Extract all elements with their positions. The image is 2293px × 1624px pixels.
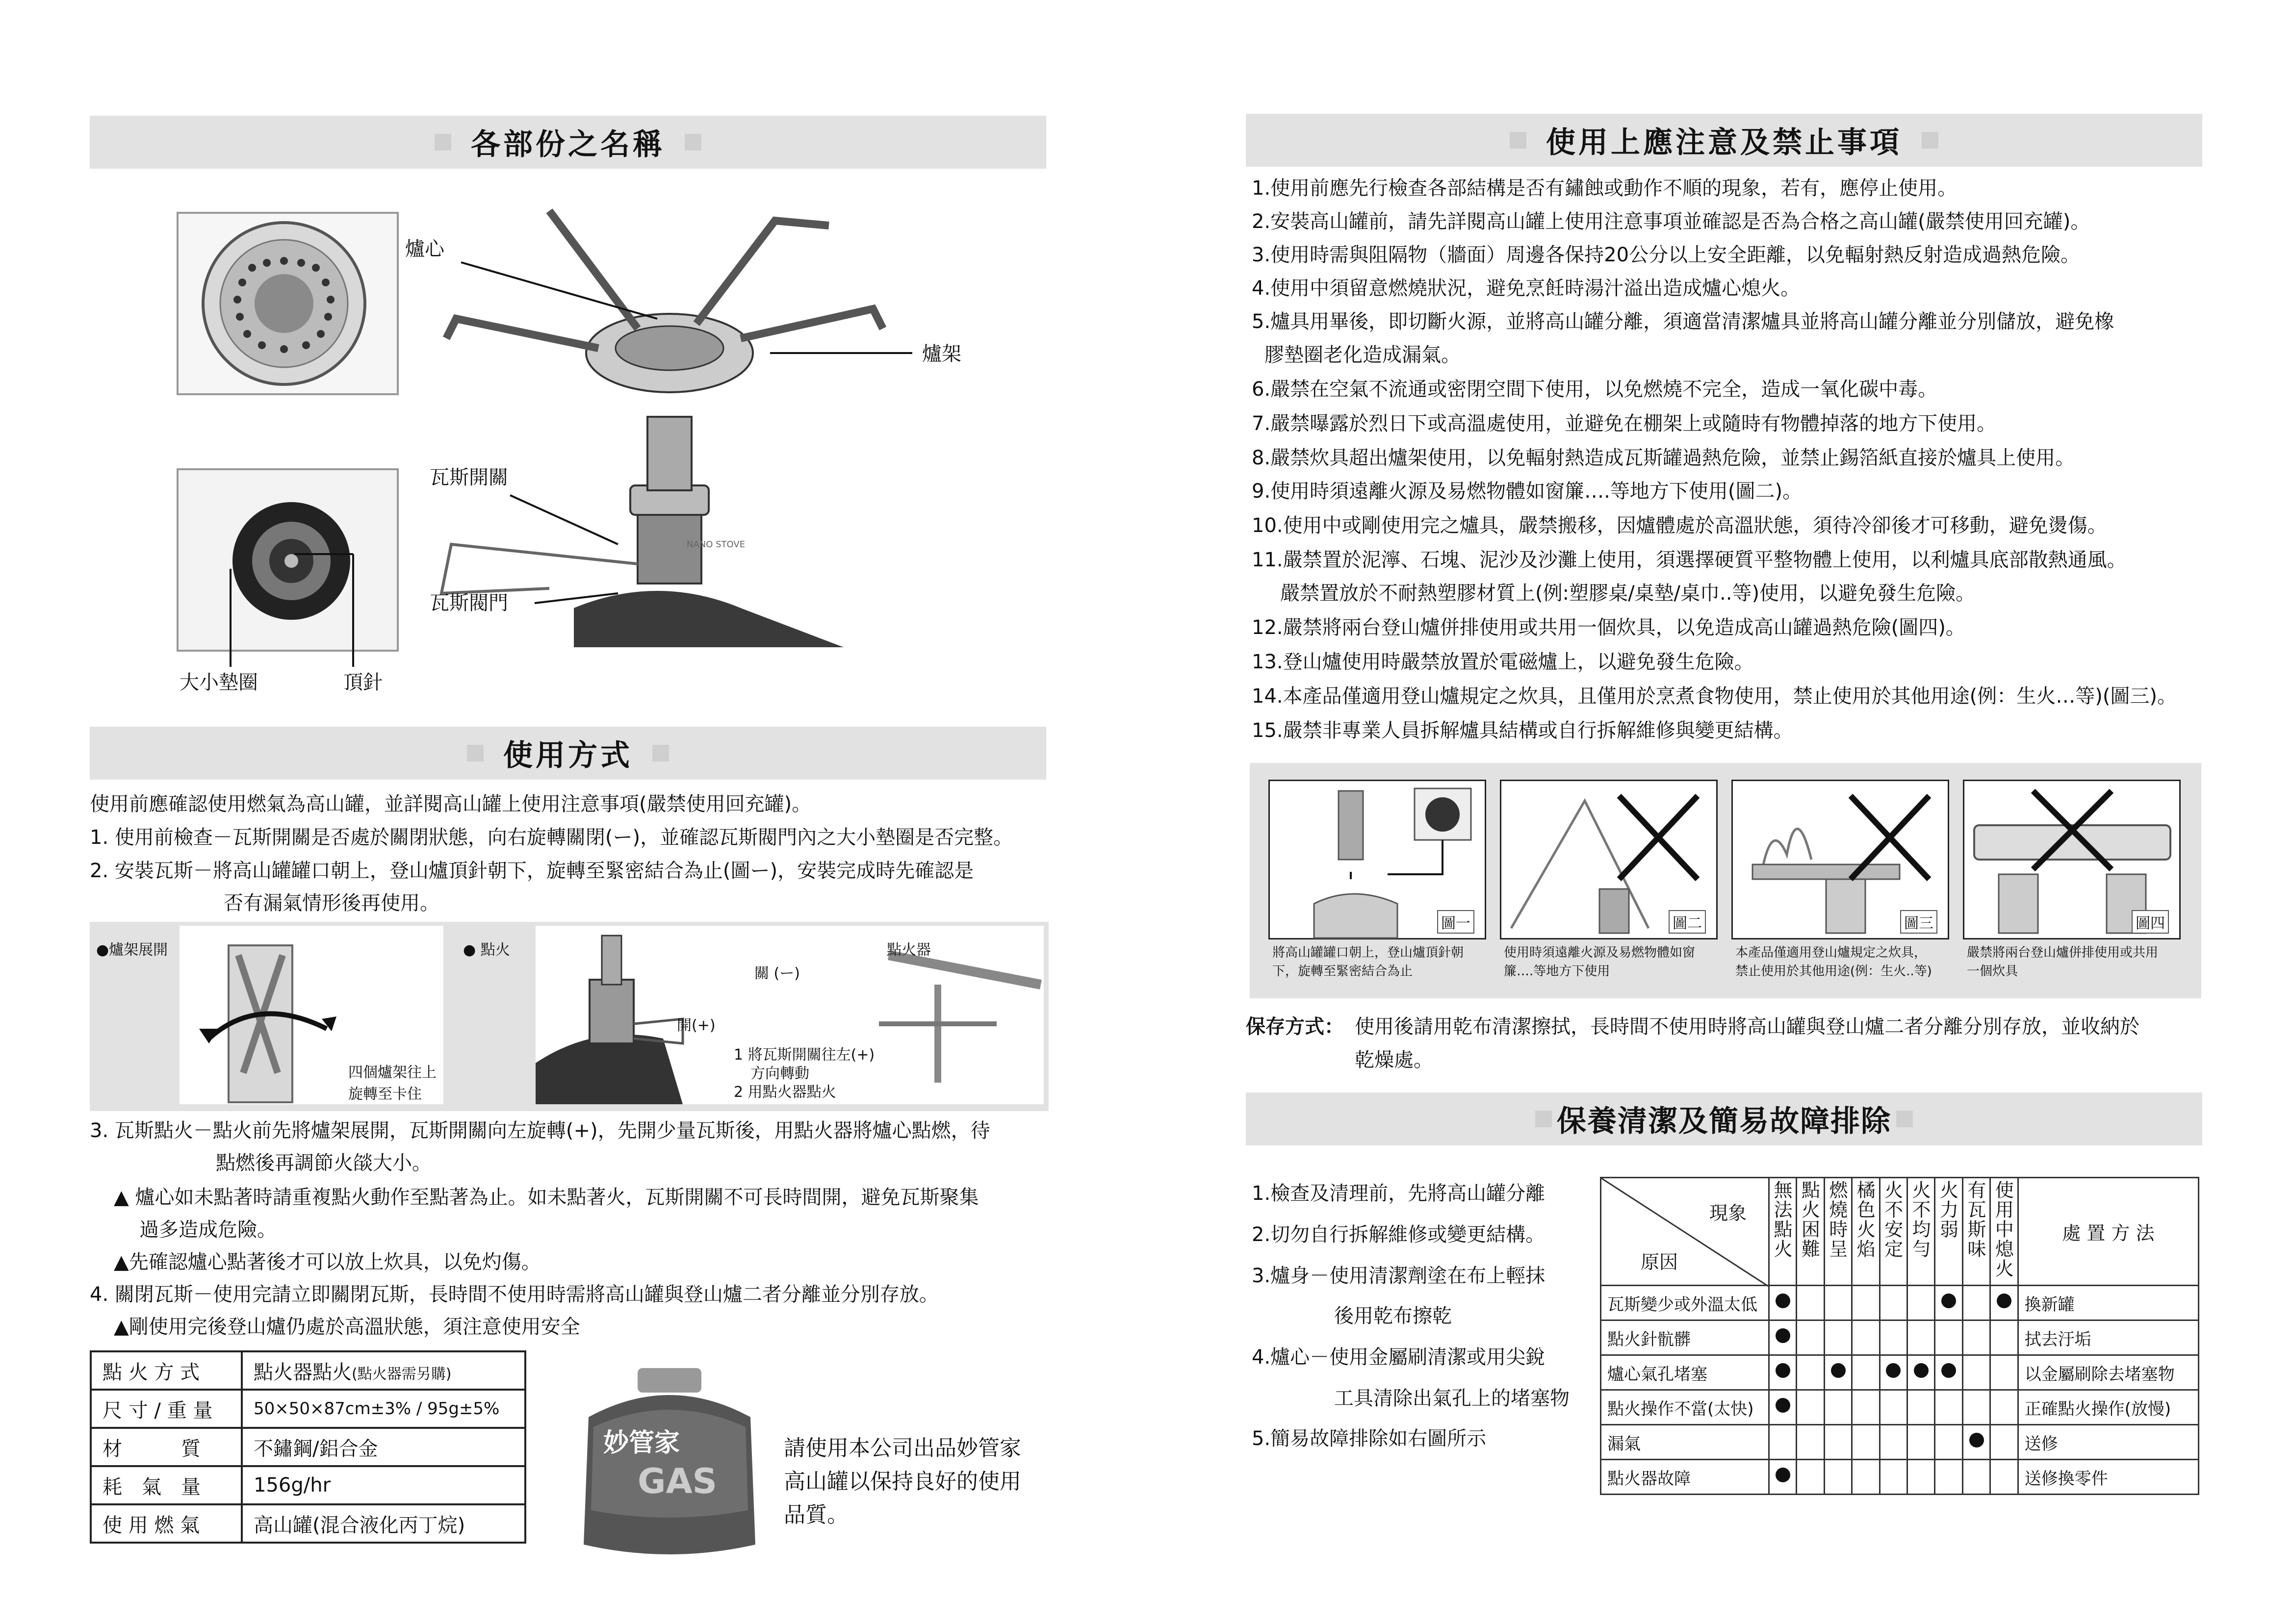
caution-line: 嚴禁置放於不耐熱塑膠材質上(例:塑膠桌/桌墊/桌巾..等)使用，以避免發生危險。 — [1280, 582, 1976, 605]
mark-cell — [1990, 1425, 2018, 1460]
spec-row — [91, 1351, 525, 1390]
ignite-line: 過多造成危險。 — [139, 1218, 277, 1241]
action-cell: 正確點火操作(放慢) — [2018, 1390, 2198, 1425]
mark-cell — [1935, 1355, 1962, 1390]
spec-label: 使 用 燃 氣 — [91, 1504, 242, 1543]
mark-cell — [1907, 1425, 1935, 1460]
maint-line: 5.簡易故障排除如右圖所示 — [1252, 1427, 1487, 1450]
storage-line: 使用後請用乾布清潔擦拭，長時間不使用時將高山罐與登山爐二者分離分別存放，並收納於 — [1355, 1015, 2139, 1038]
spec-value: 點火器點火(點火器需另購) — [242, 1351, 525, 1390]
mark-cell — [1769, 1320, 1797, 1355]
open-label: 開(+) — [677, 1017, 716, 1034]
mark-cell — [1852, 1425, 1880, 1460]
step1-caption-2: 旋轉至卡住 — [348, 1086, 422, 1103]
cause-cell: 漏氣 — [1601, 1425, 1769, 1460]
mark-cell — [1907, 1320, 1935, 1355]
spec-value: 156g/hr — [242, 1466, 525, 1504]
trouble-row — [1601, 1286, 2199, 1320]
mark-cell — [1935, 1286, 1962, 1320]
spec-label: 耗 氣 量 — [91, 1466, 242, 1504]
mark-cell — [1962, 1390, 1990, 1425]
mark-dot-icon — [1831, 1363, 1846, 1378]
column-header: 有瓦斯味 — [1962, 1178, 1990, 1286]
diagonal-divider — [1601, 1178, 1768, 1286]
promo-line: 高山罐以保持良好的使用 — [784, 1469, 1021, 1494]
action-cell: 送修換零件 — [2018, 1460, 2198, 1495]
mark-cell — [1769, 1286, 1797, 1320]
canister-gas-text: GAS — [638, 1461, 718, 1501]
maint-line: 工具清除出氣孔上的堵塞物 — [1334, 1387, 1570, 1410]
caution-title-bar — [1246, 114, 2202, 167]
label-burner-core: 爐心 — [405, 238, 444, 260]
warning-line — [114, 1181, 979, 1214]
mark-dot-icon — [1886, 1363, 1901, 1378]
figure-caption: 簾….等地方下使用 — [1504, 964, 1610, 979]
trouble-row — [1601, 1355, 2199, 1390]
corner-bottom: 原因 — [1641, 1251, 1678, 1273]
mark-cell — [1880, 1286, 1907, 1320]
mark-cell — [1935, 1320, 1962, 1355]
spec-value: 50×50×87cm±3% / 95g±5% — [242, 1390, 525, 1428]
caution-line: 5.爐具用畢後，即切斷火源，並將高山罐分離，須適當清潔爐具並將高山罐分離並分別儲放，避免橡 — [1252, 310, 2114, 333]
mark-cell — [1962, 1460, 1990, 1495]
storage-line: 乾燥處。 — [1355, 1049, 1433, 1071]
mark-cell — [1852, 1390, 1880, 1425]
usage-line: 使用前應確認使用燃氣為高山罐，並詳閱高山罐上使用注意事項(嚴禁使用回充罐)。 — [90, 793, 812, 815]
warning-text: 先確認爐心點著後才可以放上炊具，以免灼傷。 — [129, 1251, 541, 1273]
column-header: 火不安定 — [1880, 1178, 1907, 1286]
mark-cell — [1852, 1355, 1880, 1390]
column-header: 火力弱 — [1935, 1178, 1962, 1286]
square-icon — [467, 745, 484, 761]
spec-table — [90, 1350, 526, 1544]
mark-cell — [1824, 1390, 1852, 1425]
trouble-row — [1601, 1460, 2199, 1495]
caution-line: 10.使用中或剛使用完之爐具，嚴禁搬移，因爐體處於高溫狀態，須待冷卻後才可移動，避免燙傷。 — [1252, 514, 2107, 537]
mark-cell — [1852, 1460, 1880, 1495]
caution-line: 12.嚴禁將兩台登山爐併排使用或共用一個炊具，以免造成高山罐過熱危險(圖四)。 — [1252, 616, 1965, 639]
action-cell: 送修 — [2018, 1425, 2198, 1460]
label-gas-switch: 瓦斯開關 — [430, 466, 508, 489]
spec-label: 材 質 — [91, 1428, 242, 1466]
figure-caption: 使用時須遠離火源及易燃物體如窗 — [1504, 945, 1696, 960]
mark-cell — [1880, 1460, 1907, 1495]
figure-caption: 一個炊具 — [1967, 964, 2018, 979]
mark-cell — [1797, 1460, 1824, 1495]
label-gas-valve: 瓦斯閥門 — [430, 592, 508, 614]
spec-value: 不鏽鋼/鋁合金 — [242, 1428, 525, 1466]
mark-cell — [1990, 1390, 2018, 1425]
mark-cell — [1990, 1286, 2018, 1320]
mark-cell — [1962, 1355, 1990, 1390]
mark-cell — [1824, 1460, 1852, 1495]
usage-line: 否有漏氣情形後再使用。 — [224, 892, 439, 914]
caution-line: 14.本產品僅適用登山爐規定之炊具，且僅用於烹煮食物使用，禁止使用於其他用途(例：生火…等)(圖三)。 — [1252, 685, 2177, 708]
spec-row — [91, 1390, 525, 1428]
maint-line: 1.檢查及清理前，先將高山罐分離 — [1252, 1182, 1546, 1205]
trouble-row — [1601, 1320, 2199, 1355]
warning-line — [114, 1245, 541, 1279]
figure-caption: 禁止使用於其他用途(例：生火..等) — [1735, 964, 1932, 979]
column-header: 橘色火焰 — [1852, 1178, 1880, 1286]
cause-cell: 點火器故障 — [1601, 1460, 1769, 1495]
mark-cell — [1824, 1320, 1852, 1355]
mark-dot-icon — [1776, 1328, 1790, 1343]
caution-line: 2.安裝高山罐前，請先詳閱高山罐上使用注意事項並確認是否為合格之高山罐(嚴禁使用回充罐)。 — [1252, 210, 2090, 233]
mark-cell — [1962, 1320, 1990, 1355]
mark-cell — [1935, 1425, 1962, 1460]
figure-caption: 本產品僅適用登山爐規定之炊具， — [1735, 945, 1927, 960]
mark-cell — [1880, 1425, 1907, 1460]
maint-line: 後用乾布擦乾 — [1334, 1305, 1452, 1327]
cause-cell: 爐心氣孔堵塞 — [1601, 1355, 1769, 1390]
mark-dot-icon — [1776, 1398, 1790, 1413]
mark-cell — [1797, 1355, 1824, 1390]
corner-cell — [1601, 1178, 1769, 1286]
caution-line: 膠墊圈老化造成漏氣。 — [1264, 344, 1461, 366]
mark-dot-icon — [1776, 1294, 1790, 1308]
figure-caption: 嚴禁將兩台登山爐併排使用或共用 — [1967, 945, 2159, 960]
caution-line: 15.嚴禁非專業人員拆解爐具結構或自行拆解維修與變更結構。 — [1252, 719, 1793, 742]
mark-cell — [1880, 1355, 1907, 1390]
square-icon — [1896, 1111, 1913, 1127]
mark-cell — [1880, 1320, 1907, 1355]
mark-cell — [1880, 1390, 1907, 1425]
parts-title: 各部份之名稱 — [471, 127, 665, 162]
mark-dot-icon — [1914, 1363, 1929, 1378]
mark-dot-icon — [1969, 1433, 1984, 1447]
warning-text: 爐心如未點著時請重複點火動作至點著為止。如未點著火，瓦斯開關不可長時間開，避免瓦斯聚集 — [135, 1186, 979, 1209]
maint-title: 保養清潔及簡易故障排除 — [1557, 1104, 1891, 1139]
mark-cell — [1824, 1286, 1852, 1320]
figure-label: 圖四 — [2132, 910, 2169, 934]
step1-title: ●爐架展開 — [96, 941, 168, 959]
step1-caption-1: 四個爐架往上 — [348, 1064, 437, 1081]
caution-line: 8.嚴禁炊具超出爐架使用，以免輻射熱造成瓦斯罐過熱危險，並禁止錫箔紙直接於爐具上使用。 — [1252, 447, 2075, 469]
caution-line: 6.嚴禁在空氣不流通或密閉空間下使用，以免燃燒不完全，造成一氧化碳中毒。 — [1252, 378, 1938, 401]
usage-line: 1. 使用前檢查－瓦斯開關是否處於關閉狀態，向右旋轉關閉(ー)，並確認瓦斯閥門內之大小墊圈是否完整。 — [90, 826, 1013, 849]
mark-dot-icon — [1941, 1363, 1956, 1378]
label-pin: 頂針 — [343, 671, 383, 694]
spec-label: 點 火 方 式 — [91, 1351, 242, 1390]
caution-title: 使用上應注意及禁止事項 — [1546, 126, 1902, 160]
mark-cell — [1824, 1425, 1852, 1460]
action-cell: 以金屬刷除去堵塞物 — [2018, 1355, 2198, 1390]
ignite-line: 點燃後再調節火燄大小。 — [216, 1152, 432, 1174]
mark-dot-icon — [1997, 1294, 2011, 1308]
square-icon — [1922, 132, 1938, 149]
stove-brand-text: NANO STOVE — [687, 539, 746, 550]
cause-cell: 瓦斯變少或外溫太低 — [1601, 1286, 1769, 1320]
caution-line: 9.使用時須遠離火源及易燃物體如窗簾….等地方下使用(圖二)。 — [1252, 480, 1803, 503]
square-icon — [652, 745, 669, 761]
mark-cell — [1962, 1286, 1990, 1320]
cause-cell: 點火操作不當(太快) — [1601, 1390, 1769, 1425]
caution-line: 7.嚴禁曝露於烈日下或高溫處使用，並避免在棚架上或隨時有物體掉落的地方下使用。 — [1252, 412, 1997, 435]
caution-line: 11.嚴禁置於泥濘、石塊、泥沙及沙灘上使用，須選擇硬質平整物體上使用，以利爐具底部散熱通風。 — [1252, 549, 2127, 571]
maint-line: 3.爐身－使用清潔劑塗在布上輕抹 — [1252, 1265, 1546, 1287]
storage-label: 保存方式： — [1246, 1015, 1344, 1038]
action-header: 處 置 方 法 — [2018, 1178, 2198, 1286]
mark-cell — [1907, 1390, 1935, 1425]
figure-label: 圖一 — [1437, 910, 1474, 934]
spec-value: 高山罐(混合液化丙丁烷) — [242, 1504, 525, 1543]
warning-line — [114, 1310, 580, 1344]
mark-cell — [1824, 1355, 1852, 1390]
corner-top: 現象 — [1709, 1202, 1747, 1224]
mark-cell — [1990, 1355, 2018, 1390]
spec-label: 尺 寸 / 重 量 — [91, 1390, 242, 1428]
figure-label: 圖三 — [1900, 910, 1937, 934]
trouble-row — [1601, 1390, 2199, 1425]
figure-caption: 將高山罐罐口朝上，登山爐頂針朝 — [1272, 945, 1464, 960]
mark-dot-icon — [1941, 1294, 1956, 1308]
label-gasket: 大小墊圈 — [180, 671, 258, 694]
mark-cell — [1907, 1286, 1935, 1320]
figure-caption: 下，旋轉至緊密結合為止 — [1272, 964, 1413, 979]
mark-cell — [1990, 1320, 2018, 1355]
usage-title-bar — [90, 727, 1046, 780]
warning-text: 剛使用完後登山爐仍處於高溫狀態，須注意使用安全 — [129, 1316, 580, 1338]
usage-title: 使用方式 — [503, 738, 633, 773]
step2-caption-3: 2 用點火器點火 — [734, 1084, 836, 1101]
trouble-row — [1601, 1425, 2199, 1460]
step2-caption-1: 1 將瓦斯開關往左(+) — [734, 1046, 875, 1064]
action-cell: 拭去汙垢 — [2018, 1320, 2198, 1355]
caution-line: 13.登山爐使用時嚴禁放置於電磁爐上，以避免發生危險。 — [1252, 651, 1754, 673]
trouble-body — [1601, 1286, 2199, 1495]
step2-caption-2: 方向轉動 — [750, 1065, 809, 1082]
warning-icon: ▲ — [114, 1316, 129, 1338]
figure-label: 圖二 — [1669, 910, 1706, 934]
mark-cell — [1797, 1390, 1824, 1425]
close-label: 關 (ー) — [754, 965, 800, 982]
promo-line: 品質。 — [784, 1502, 849, 1527]
mark-cell — [1769, 1390, 1797, 1425]
ignite-line: 3. 瓦斯點火－點火前先將爐架展開，瓦斯開關向左旋轉(+)，先開少量瓦斯後，用點火器將爐心點燃，待 — [90, 1119, 990, 1142]
mark-cell — [1935, 1460, 1962, 1495]
maint-line: 4.爐心－使用金屬刷清潔或用尖銳 — [1252, 1346, 1546, 1369]
mark-cell — [1990, 1460, 2018, 1495]
mark-cell — [1907, 1460, 1935, 1495]
mark-cell — [1797, 1320, 1824, 1355]
spec-row — [91, 1504, 525, 1543]
promo-line: 請使用本公司出品妙管家 — [784, 1436, 1021, 1461]
maint-line: 2.切勿自行拆解維修或變更結構。 — [1252, 1223, 1546, 1246]
square-icon — [1535, 1111, 1552, 1127]
mark-dot-icon — [1776, 1363, 1790, 1378]
column-header: 點火困難 — [1797, 1178, 1824, 1286]
usage-line: 2. 安裝瓦斯－將高山罐罐口朝上，登山爐頂針朝下，旋轉至緊密結合為止(圖ー)，安裝完成時先確認是 — [90, 860, 974, 882]
step2-title: ● 點火 — [463, 941, 510, 959]
column-header: 使用中熄火 — [1990, 1178, 2018, 1286]
cause-cell: 點火針骯髒 — [1601, 1320, 1769, 1355]
mark-cell — [1769, 1355, 1797, 1390]
mark-cell — [1907, 1355, 1935, 1390]
column-header: 燃燒時呈 — [1824, 1178, 1852, 1286]
mark-cell — [1935, 1390, 1962, 1425]
mark-cell — [1769, 1425, 1797, 1460]
column-header: 無法點火 — [1769, 1178, 1797, 1286]
mark-cell — [1797, 1286, 1824, 1320]
column-header: 火不均勻 — [1907, 1178, 1935, 1286]
mark-cell — [1962, 1425, 1990, 1460]
canister-brand: 妙管家 — [603, 1428, 680, 1458]
warning-icon: ▲ — [114, 1251, 129, 1273]
spec-row — [91, 1428, 525, 1466]
mark-cell — [1797, 1425, 1824, 1460]
mark-cell — [1852, 1320, 1880, 1355]
maint-title-bar — [1246, 1092, 2202, 1145]
troubleshooting-table — [1600, 1177, 2199, 1495]
mark-cell — [1769, 1460, 1797, 1495]
lighter-label: 點火器 — [887, 941, 931, 959]
action-cell: 換新罐 — [2018, 1286, 2198, 1320]
label-pot-support: 爐架 — [922, 343, 961, 365]
square-icon — [1510, 132, 1526, 149]
caution-line: 1.使用前應先行檢查各部結構是否有鏽蝕或動作不順的現象，若有，應停止使用。 — [1252, 177, 1958, 200]
caution-line: 4.使用中須留意燃燒狀況，避免烹飪時湯汁溢出造成爐心熄火。 — [1252, 277, 1801, 300]
mark-dot-icon — [1776, 1468, 1790, 1482]
warning-icon: ▲ — [114, 1186, 129, 1209]
trouble-header-row — [1601, 1178, 2199, 1286]
caution-line: 3.使用時需與阻隔物（牆面）周邊各保持20公分以上安全距離，以免輻射熱反射造成過熱危險。 — [1252, 244, 2081, 266]
ignite-line: 4. 關閉瓦斯－使用完請立即關閉瓦斯，長時間不使用時需將高山罐與登山爐二者分離並分別存放。 — [90, 1283, 939, 1306]
mark-cell — [1852, 1286, 1880, 1320]
spec-row — [91, 1466, 525, 1504]
